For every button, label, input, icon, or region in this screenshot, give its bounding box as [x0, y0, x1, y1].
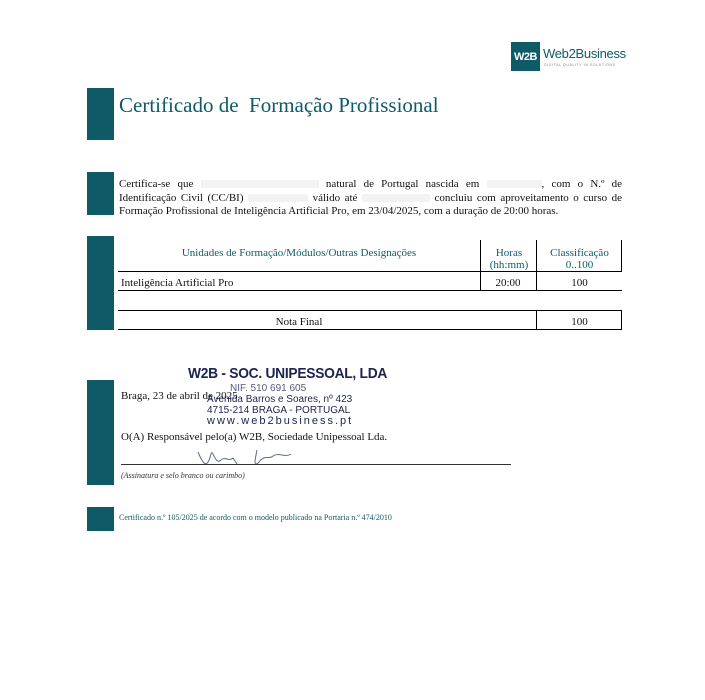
- table-divider: [621, 240, 622, 271]
- stamp-address: Avenida Barros e Soares, nº 423: [207, 394, 353, 405]
- signature-bar-decoration: [87, 380, 114, 485]
- redacted-id-number: [248, 194, 308, 202]
- signature-caption: (Assinatura e selo branco ou carimbo): [121, 471, 245, 480]
- certificate-title: Certificado de Formação Profissional: [119, 93, 439, 117]
- stamp-nif: NIF. 510 691 605: [230, 383, 307, 394]
- footer-bar-decoration: [87, 507, 114, 531]
- title-bar-decoration: [87, 88, 114, 140]
- stamp-website: www.web2business.pt: [207, 415, 354, 427]
- place-date: Braga, 23 de abril de 2025: [121, 390, 238, 402]
- stamp-postcode: 4715-214 BRAGA - PORTUGAL: [207, 405, 351, 416]
- intro-text-5: concluiu com aproveitamento o curso de Formação Profissional de Inteligência Artificial Pro, em 23/04/2025, com a duração de 20:00 horas.: [119, 191, 623, 217]
- redacted-birthdate: [487, 180, 542, 188]
- table-divider: [118, 290, 622, 291]
- company-stamp: [180, 365, 404, 427]
- row-module-hours: 20:00: [495, 277, 521, 289]
- table-divider: [118, 329, 622, 330]
- handwritten-signature: [195, 444, 295, 472]
- header-hours: Horas (hh:mm): [489, 247, 529, 271]
- certificate-footer: Certificado n.º 105/2025 de acordo com o modelo publicado na Portaria n.º 474/2010: [119, 513, 392, 522]
- redacted-name: [201, 180, 319, 188]
- header-units: Unidades de Formação/Módulos/Outras Designações: [181, 247, 417, 259]
- responsible-text: O(A) Responsável pelo(a) W2B, Sociedade Unipessoal Lda.: [121, 431, 388, 443]
- signature-line: [121, 464, 511, 465]
- redacted-expiry: [362, 194, 430, 202]
- intro-text-4: válido até: [312, 191, 358, 204]
- table-divider: [118, 271, 622, 272]
- intro-bar-decoration: [87, 172, 114, 215]
- row-module-name: Inteligência Artificial Pro: [121, 277, 234, 289]
- logo-name: Web2Business: [543, 46, 626, 61]
- row-module-grade: 100: [571, 277, 588, 289]
- intro-text-3: , com o N.º de Identificação Civil (CC/BI): [119, 178, 623, 204]
- certificate-intro: [119, 178, 622, 219]
- final-grade-label: Nota Final: [275, 316, 323, 328]
- logo-tagline: DIGITAL QUALITY IN SOLUTIONS: [544, 63, 616, 67]
- header-grade: Classificação 0..100: [550, 247, 609, 271]
- table-divider: [118, 310, 622, 311]
- intro-text-1: Certifica-se que: [119, 178, 194, 190]
- intro-text-2: natural de Portugal nascida em: [325, 178, 480, 190]
- table-bar-decoration: [87, 236, 114, 330]
- final-grade-value: 100: [571, 316, 588, 328]
- stamp-company: W2B - SOC. UNIPESSOAL, LDA: [188, 365, 388, 382]
- logo-mark: W2B: [511, 42, 540, 71]
- company-logo: [511, 42, 626, 72]
